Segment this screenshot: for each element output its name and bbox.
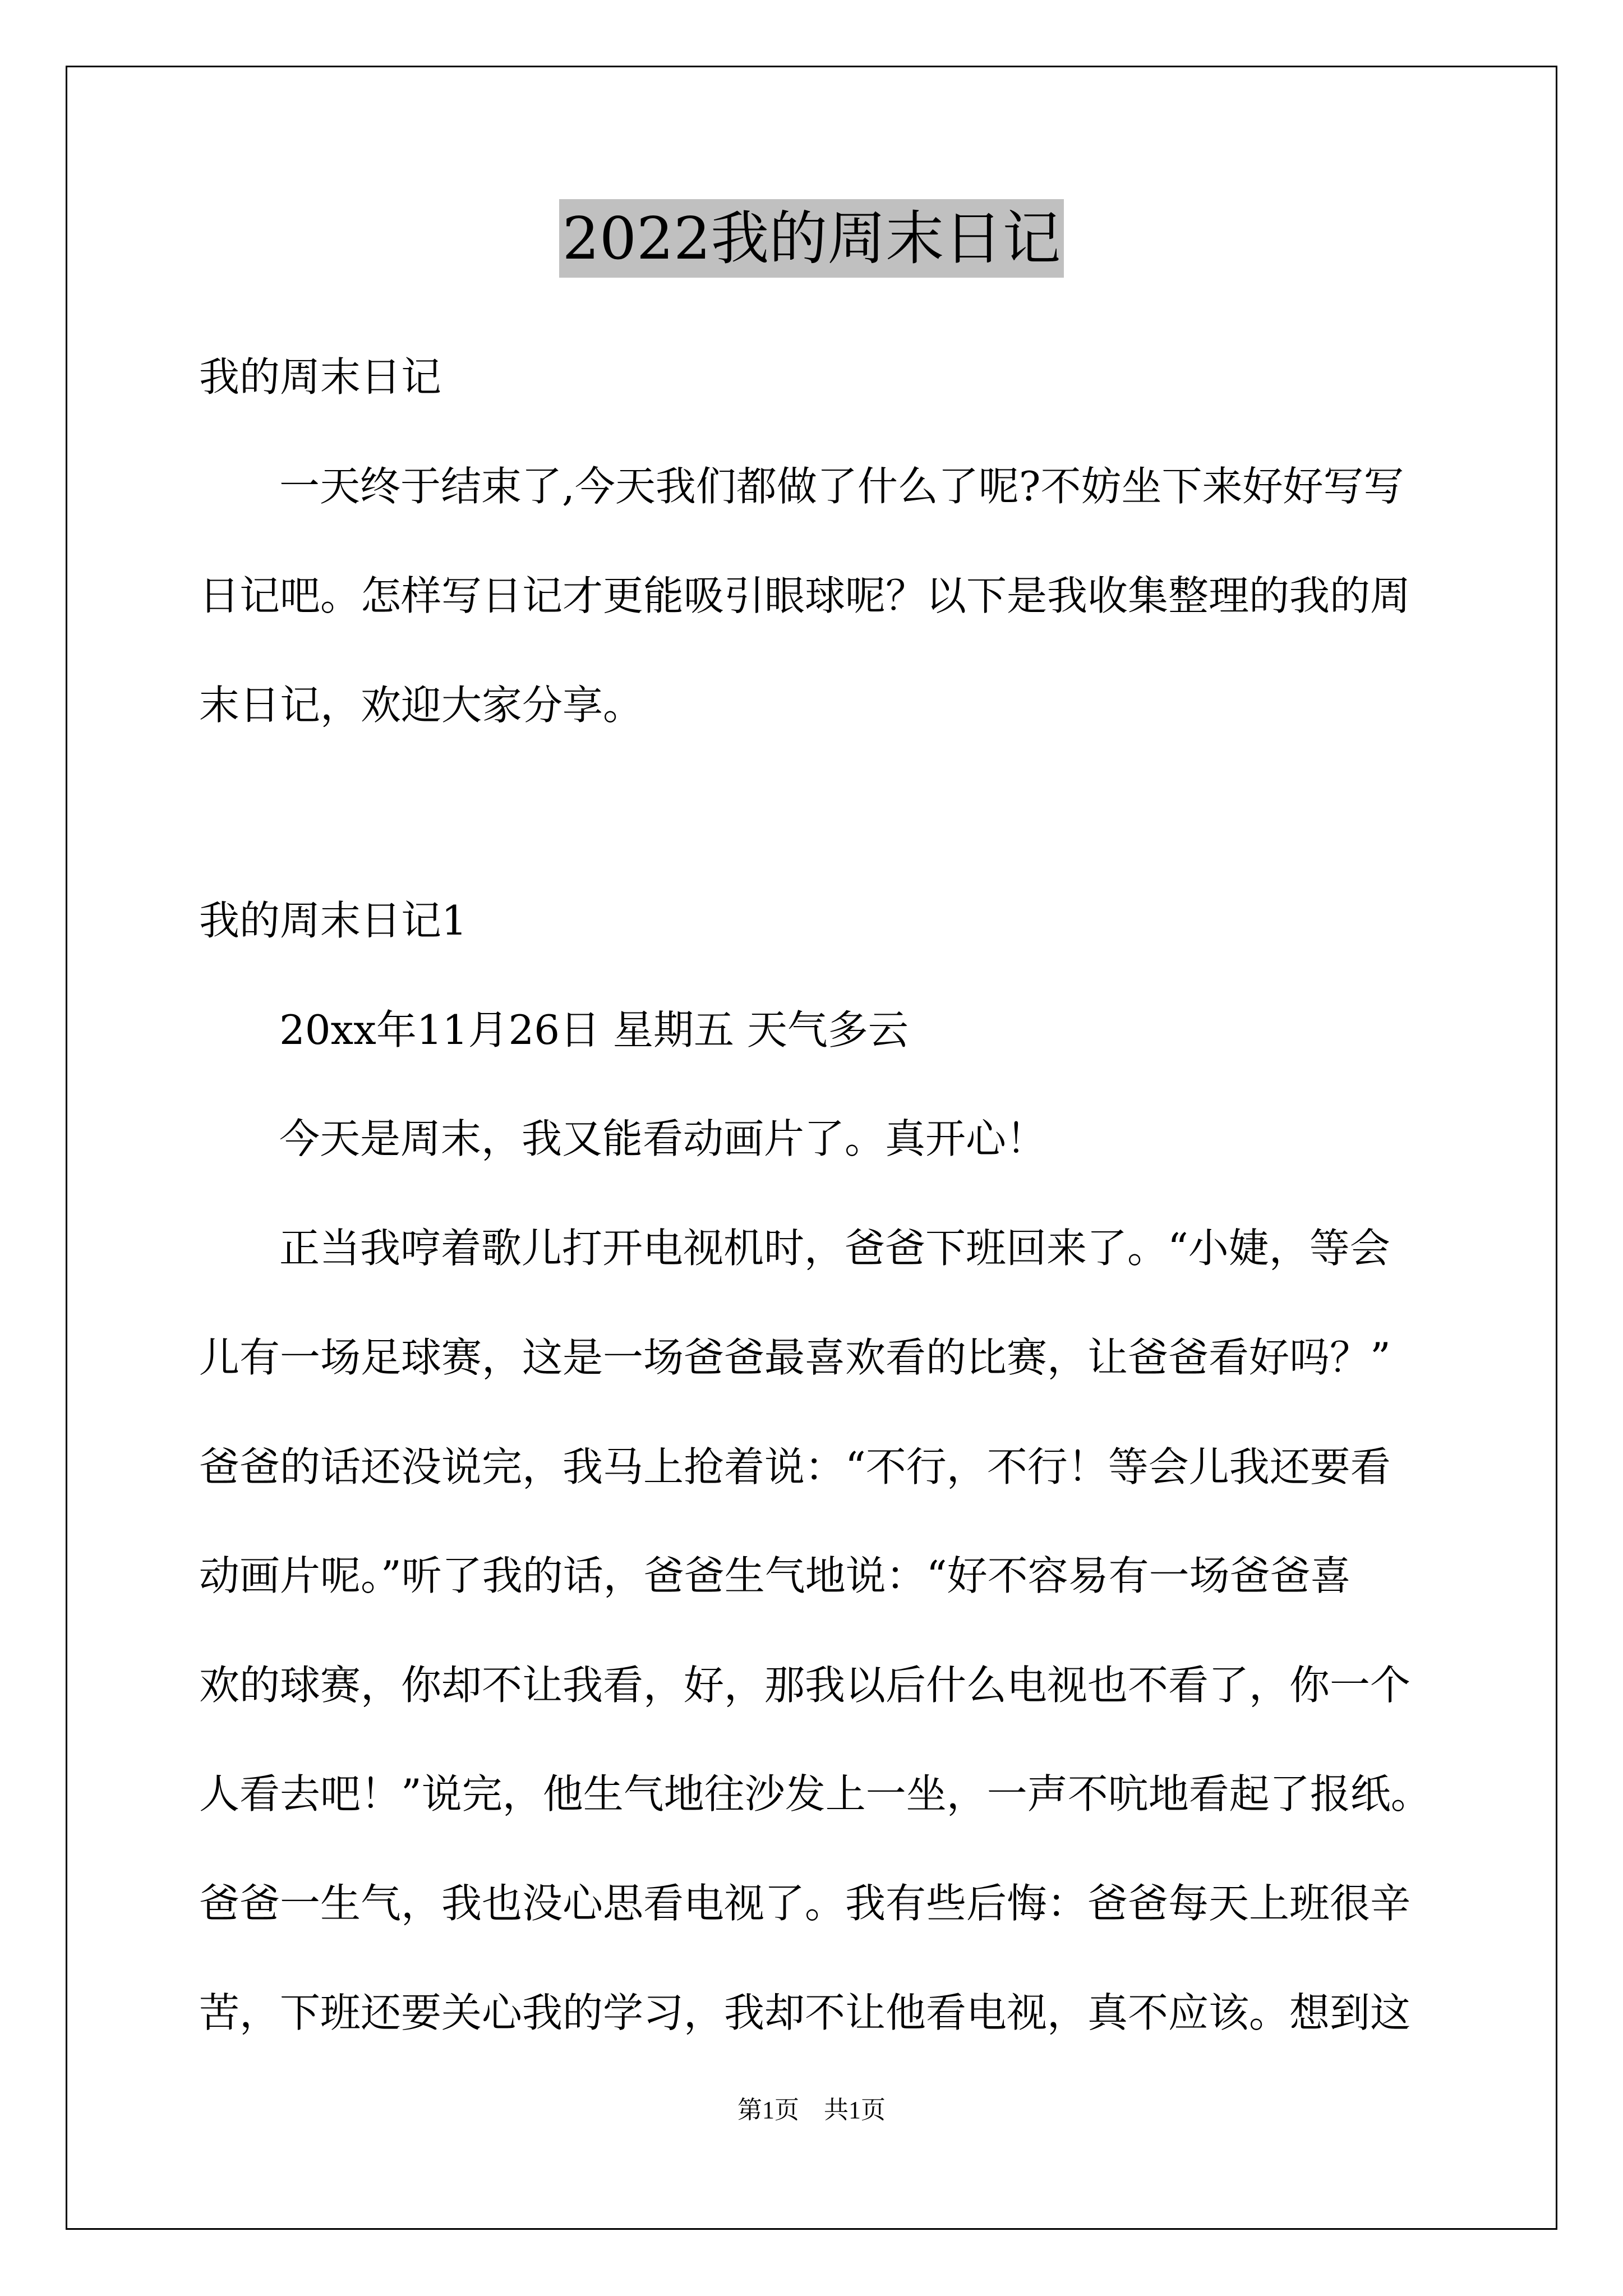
paragraph-line: 一天终于结束了,今天我们都做了什么了呢?不妨坐下来好好写写 [279, 463, 1404, 510]
document-title: 2022我的周末日记 [559, 199, 1064, 278]
paragraph-line: 爸爸的话还没说完，我马上抢着说：“不行，不行！等会儿我还要看 [199, 1443, 1391, 1490]
paragraph-line: 正当我哼着歌儿打开电视机时，爸爸下班回来了。“小婕，等会 [279, 1225, 1390, 1272]
paragraph-line: 苦，下班还要关心我的学习，我却不让他看电视，真不应该。想到这 [199, 1989, 1411, 2036]
paragraph-line: 儿有一场足球赛，这是一场爸爸最喜欢看的比赛，让爸爸看好吗？” [199, 1334, 1391, 1381]
paragraph-line: 动画片呢。”听了我的话，爸爸生气地说：“好不容易有一场爸爸喜 [199, 1552, 1351, 1599]
paragraph-line: 末日记，欢迎大家分享。 [199, 682, 644, 729]
paragraph-line: 日记吧。怎样写日记才更能吸引眼球呢？以下是我收集整理的我的周 [199, 572, 1411, 619]
paragraph-line: 爸爸一生气，我也没心思看电视了。我有些后悔：爸爸每天上班很辛 [199, 1880, 1411, 1927]
paragraph-line: 人看去吧！”说完，他生气地往沙发上一坐，一声不吭地看起了报纸。 [199, 1770, 1431, 1818]
date-line: 20xx年11月26日 星期五 天气多云 [279, 1006, 909, 1053]
paragraph-line: 今天是周末，我又能看动画片了。真开心！ [279, 1115, 1047, 1162]
page-footer: 第1页 共1页 [737, 2096, 886, 2124]
title-block [0, 199, 1623, 278]
paragraph-line: 欢的球赛，你却不让我看，好，那我以后什么电视也不看了，你一个 [199, 1662, 1411, 1709]
section-heading: 我的周末日记1 [199, 897, 467, 944]
section-heading: 我的周末日记 [199, 353, 442, 401]
